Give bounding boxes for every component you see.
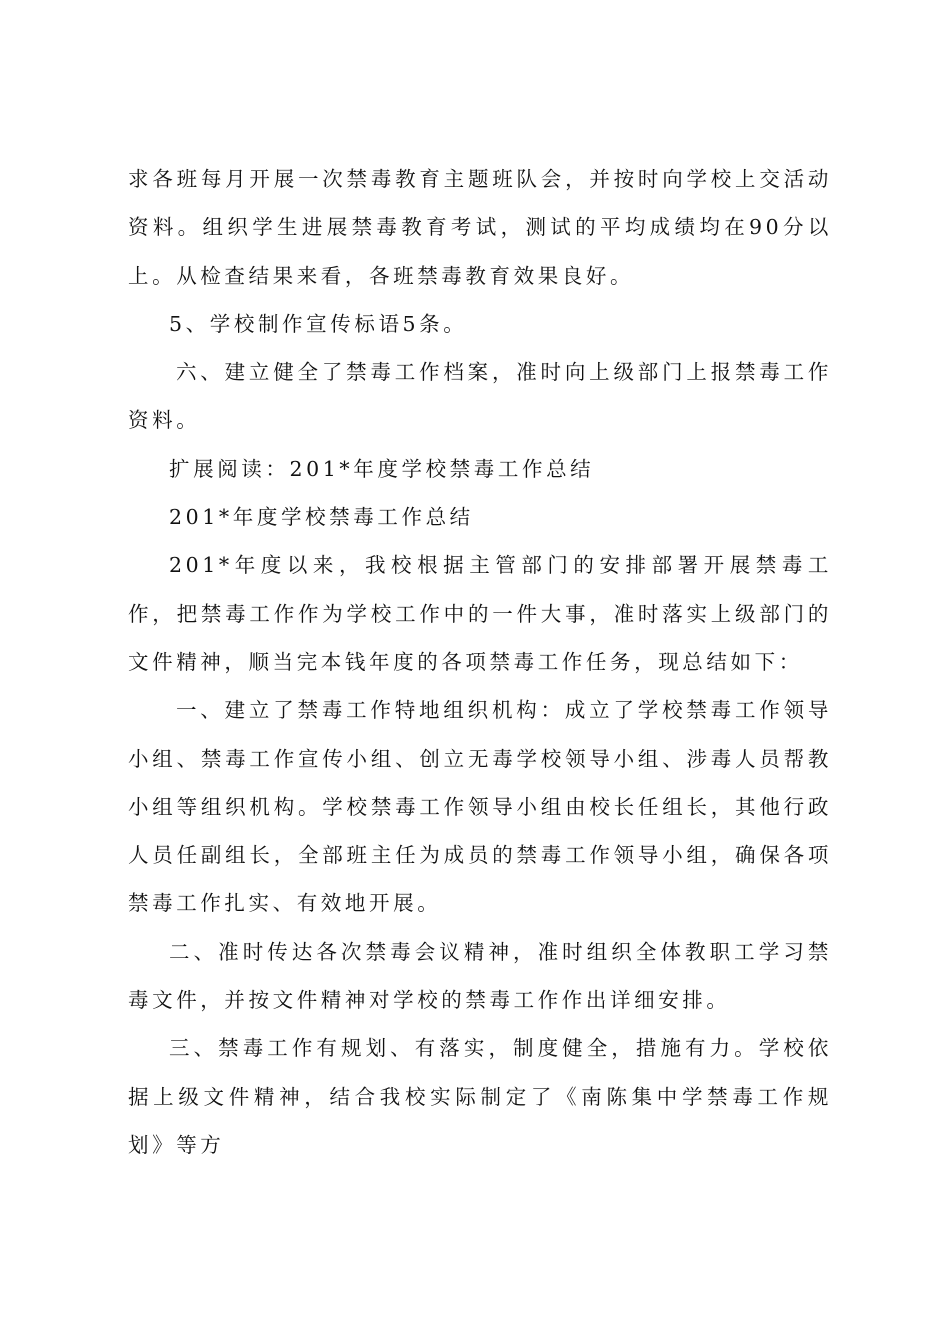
document-body bbox=[128, 155, 832, 1169]
paragraph-7: 一、建立了禁毒工作特地组织机构：成立了学校禁毒工作领导小组、禁毒工作宣传小组、创立无毒学校领导小组、涉毒人员帮教小组等组织机构。学校禁毒工作领导小组由校长任组长，其他行政人员任副组长，全部班主任为成员的禁毒工作领导小组，确保各项禁毒工作扎实、有效地开展。 bbox=[128, 698, 832, 916]
paragraph-5: 201*年度学校禁毒工作总结 bbox=[169, 505, 474, 530]
paragraph-6: 201*年度以来，我校根据主管部门的安排部署开展禁毒工作，把禁毒工作作为学校工作中的一件大事，准时落实上级部门的文件精神，顺当完本钱年度的各项禁毒工作任务，现总结如下： bbox=[128, 553, 832, 674]
paragraph-8: 二、准时传达各次禁毒会议精神，准时组织全体教职工学习禁毒文件，并按文件精神对学校的禁毒工作作出详细安排。 bbox=[128, 939, 832, 1013]
paragraph-1: 求各班每月开展一次禁毒教育主题班队会，并按时向学校上交活动资料。组织学生进展禁毒教育考试，测试的平均成绩均在90分以上。从检查结果来看，各班禁毒教育效果良好。 bbox=[128, 167, 832, 288]
paragraph-2: 5、学校制作宣传标语5条。 bbox=[169, 311, 468, 336]
paragraph-4: 扩展阅读：201*年度学校禁毒工作总结 bbox=[169, 456, 595, 481]
paragraph-3: 六、建立健全了禁毒工作档案，准时向上级部门上报禁毒工作资料。 bbox=[128, 360, 832, 433]
paragraph-9: 三、禁毒工作有规划、有落实，制度健全，措施有力。学校依据上级文件精神，结合我校实际制定了《南陈集中学禁毒工作规划》等方 bbox=[128, 1036, 832, 1157]
